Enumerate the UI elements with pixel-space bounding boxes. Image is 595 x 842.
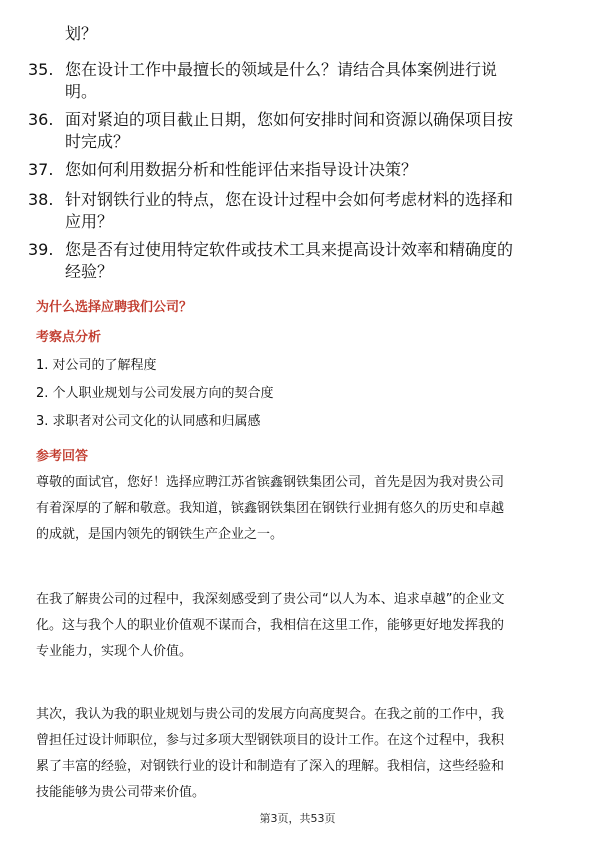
question-number: 38. <box>28 190 54 209</box>
analysis-point: 2. 个人职业规划与公司发展方向的契合度 <box>36 386 274 401</box>
paragraph-line: 专业能力，实现个人价值。 <box>36 644 193 659</box>
paragraph-line: 在我了解贵公司的过程中，我深刻感受到了贵公司“以人为本、追求卓越”的企业文 <box>36 592 505 607</box>
question-number: 37. <box>28 160 54 179</box>
question-text-line1: 您在设计工作中最擅长的领域是什么？请结合具体案例进行说 <box>65 60 498 79</box>
answer-paragraph-1 <box>36 470 560 548</box>
question-text-line1: 您是否有过使用特定软件或技术工具来提高设计效率和精确度的 <box>65 240 514 259</box>
analysis-point: 1. 对公司的了解程度 <box>36 358 157 373</box>
section-heading: 为什么选择应聘我们公司？ <box>36 300 193 315</box>
question-text-line2: 经验？ <box>65 262 114 281</box>
question-text-line1: 您如何利用数据分析和性能评估来指导设计决策？ <box>65 160 418 179</box>
question-text-line2: 时完成？ <box>65 132 130 151</box>
answer-paragraph-2 <box>36 587 560 665</box>
question-fragment: 划？ <box>65 24 98 43</box>
paragraph-line: 的成就，是国内领先的钢铁生产企业之一。 <box>36 527 284 542</box>
paragraph-line: 尊敬的面试官，您好！选择应聘江苏省镔鑫钢铁集团公司，首先是因为我对贵公司 <box>36 475 505 490</box>
question-text-line2: 应用？ <box>65 212 114 231</box>
analysis-heading: 考察点分析 <box>36 330 102 345</box>
question-text-line2: 明。 <box>65 82 98 101</box>
paragraph-line: 技能能够为贵公司带来价值。 <box>36 785 206 800</box>
answer-heading: 参考回答 <box>36 449 89 464</box>
paragraph-line: 累了丰富的经验，对钢铁行业的设计和制造有了深入的理解。我相信，这些经验和 <box>36 759 505 774</box>
paragraph-line: 有着深厚的了解和敬意。我知道，镔鑫钢铁集团在钢铁行业拥有悠久的历史和卓越 <box>36 501 505 516</box>
question-number: 39. <box>28 240 54 259</box>
page-footer: 第3页，共53页 <box>259 812 336 825</box>
question-number: 35. <box>28 60 54 79</box>
answer-paragraph-3 <box>36 702 560 806</box>
paragraph-line: 曾担任过设计师职位，参与过多项大型钢铁项目的设计工作。在这个过程中，我积 <box>36 733 505 748</box>
question-text-line1: 面对紧迫的项目截止日期，您如何安排时间和资源以确保项目按 <box>65 110 514 129</box>
paragraph-line: 其次，我认为我的职业规划与贵公司的发展方向高度契合。在我之前的工作中，我 <box>36 707 505 722</box>
question-text-line1: 针对钢铁行业的特点，您在设计过程中会如何考虑材料的选择和 <box>65 190 514 209</box>
paragraph-line: 化。这与我个人的职业价值观不谋而合，我相信在这里工作，能够更好地发挥我的 <box>36 618 505 633</box>
question-number: 36. <box>28 110 54 129</box>
analysis-point: 3. 求职者对公司文化的认同感和归属感 <box>36 414 261 429</box>
